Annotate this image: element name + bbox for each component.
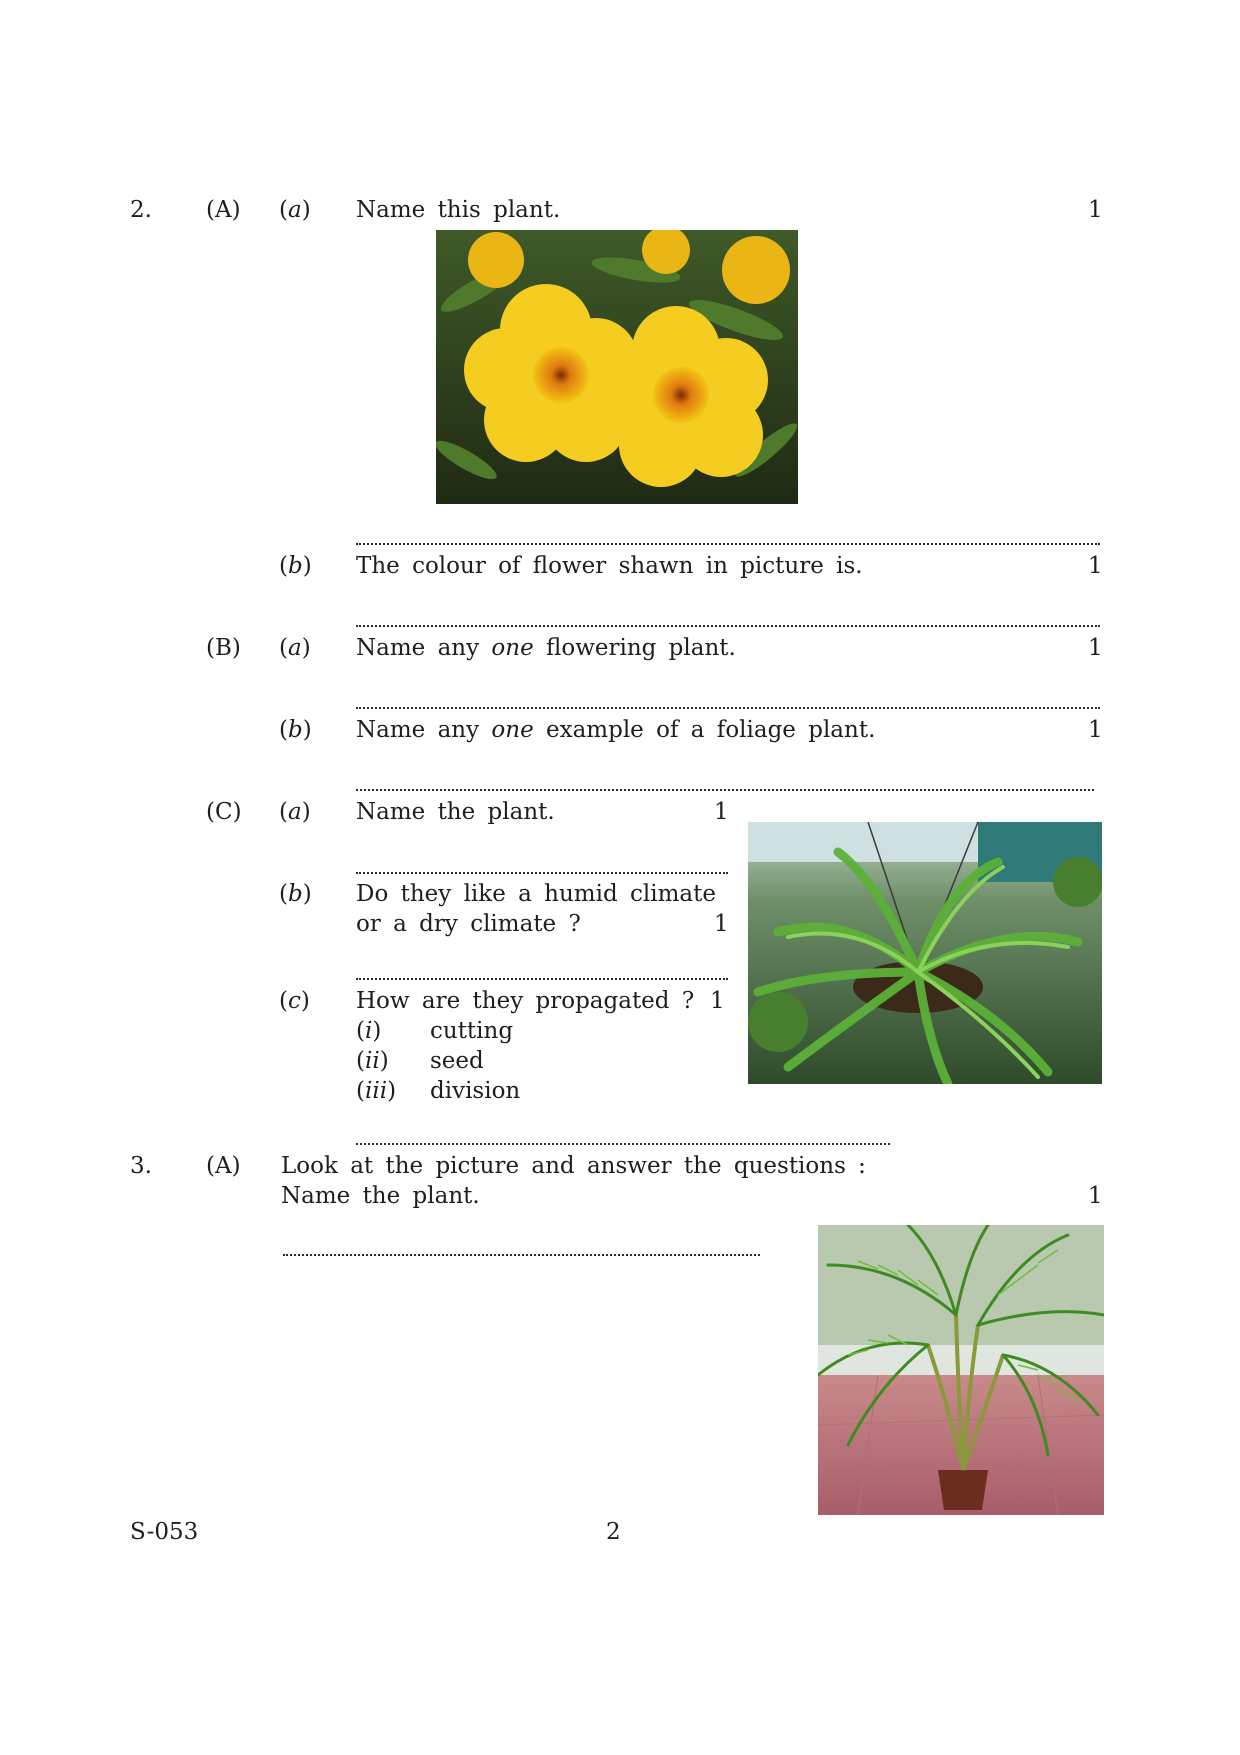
question-text: Do they like a humid climate <box>356 881 716 907</box>
answer-line[interactable] <box>356 789 1094 791</box>
marks: 1 <box>1088 553 1103 579</box>
question-text: How are they propagated ? <box>356 988 695 1014</box>
marks: 1 <box>714 911 729 937</box>
option-label: (iii) <box>356 1078 397 1104</box>
option-label: (i) <box>356 1018 382 1044</box>
question-text: Look at the picture and answer the questions : <box>281 1153 866 1179</box>
marks: 1 <box>710 988 725 1014</box>
page-number: 2 <box>606 1519 621 1545</box>
marks: 1 <box>1088 197 1103 223</box>
subpart-label: (b) <box>279 717 312 743</box>
marks: 1 <box>1088 1183 1103 1209</box>
question-text: Name the plant. <box>281 1183 480 1209</box>
subpart-label: (b) <box>279 881 312 907</box>
marks: 1 <box>1088 717 1103 743</box>
option-text: seed <box>430 1048 484 1074</box>
subpart-label: (b) <box>279 553 312 579</box>
paper-code: S-053 <box>130 1519 199 1545</box>
answer-line[interactable] <box>283 1254 760 1256</box>
marks: 1 <box>1088 635 1103 661</box>
subpart-label: (c) <box>279 988 310 1014</box>
part-label: (A) <box>206 1153 241 1179</box>
part-label: (B) <box>206 635 241 661</box>
question-text: The colour of flower shawn in picture is. <box>356 553 863 579</box>
subpart-label: (a) <box>279 799 311 825</box>
question-number: 2. <box>130 197 152 223</box>
question-text: Name any one flowering plant. <box>356 635 736 661</box>
subpart-label: (a) <box>279 197 311 223</box>
answer-line[interactable] <box>356 625 1100 627</box>
subpart-label: (a) <box>279 635 311 661</box>
answer-line[interactable] <box>356 543 1100 545</box>
question-number: 3. <box>130 1153 152 1179</box>
question-text: or a dry climate ? <box>356 911 581 937</box>
option-label: (ii) <box>356 1048 389 1074</box>
question-text: Name this plant. <box>356 197 561 223</box>
answer-line[interactable] <box>356 872 728 874</box>
fern-image <box>748 822 1102 1084</box>
part-label: (C) <box>206 799 242 825</box>
answer-line[interactable] <box>356 1143 890 1145</box>
option-text: division <box>430 1078 521 1104</box>
option-text: cutting <box>430 1018 514 1044</box>
palm-image <box>818 1225 1104 1515</box>
question-text: Name the plant. <box>356 799 555 825</box>
question-text: Name any one example of a foliage plant. <box>356 717 876 743</box>
part-label: (A) <box>206 197 241 223</box>
yellow-flower-image <box>436 230 798 504</box>
answer-line[interactable] <box>356 707 1100 709</box>
answer-line[interactable] <box>356 978 728 980</box>
marks: 1 <box>714 799 729 825</box>
